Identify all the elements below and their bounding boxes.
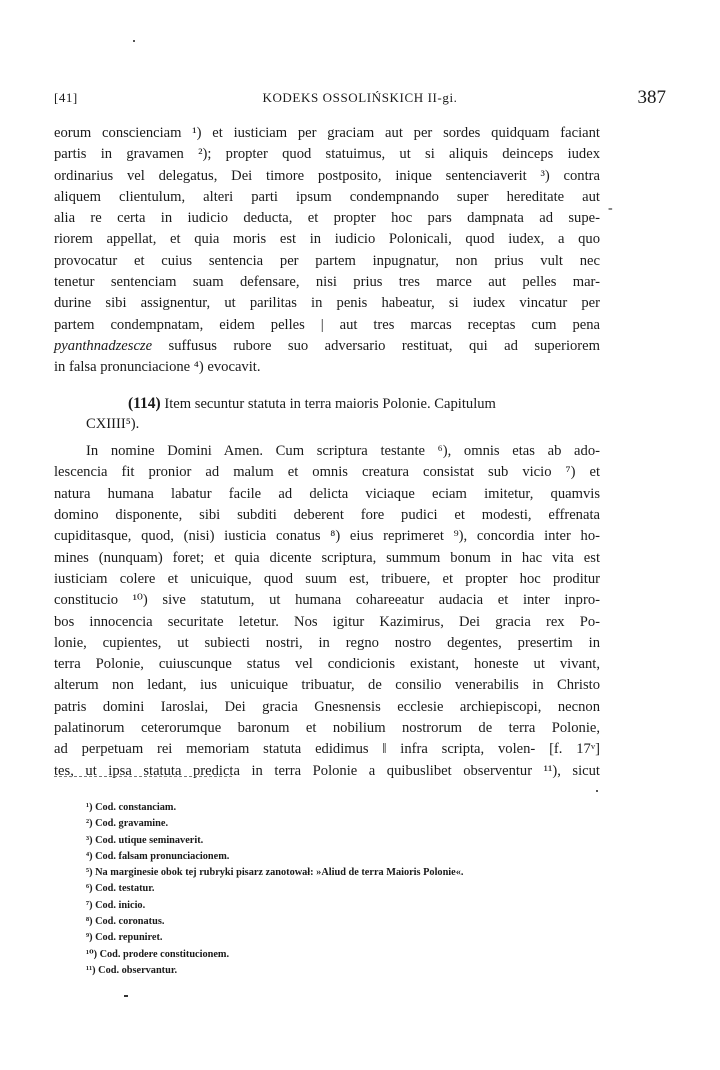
text-line: alterum non ledant, ius unicuique tribuatur, de consilio venerabilis in Christo <box>54 677 600 694</box>
text-line: aliquem clientulum, alteri parti ipsum condempnando super hereditate aut <box>54 188 600 205</box>
text-line: durine sibi assignentur, ut parilitas in penis habeatur, si iudex vincatur per <box>54 295 600 312</box>
text-line: terra Polonie, cuiuscunque status vel condicionis existant, honeste ut vivant, <box>54 656 600 673</box>
chapter-heading-continued: CXIIII⁵). <box>86 415 140 432</box>
footnote: ⁵) Na marginesie obok tej rubryki pisarz zanotował: »Aliud de terra Maioris Polonie«. <box>86 867 464 879</box>
text-line: bos innocencia securitate letetur. Nos igitur Kazimirus, Dei gracia rex Po- <box>54 613 600 630</box>
text-line: patris domini Iaroslai, Dei gracia Gnesnensis ecclesie archiepiscopi, necnon <box>54 698 600 715</box>
running-title: KODEKS OSSOLIŃSKICH II-gi. <box>262 90 458 105</box>
chapter-number: (114) <box>128 394 161 412</box>
speck <box>133 40 135 42</box>
main-text <box>54 123 600 782</box>
text-line: iusticiam colere et unicuique, quod suum est, tribuere, et propter hoc proditur <box>54 570 600 587</box>
speck <box>596 790 598 792</box>
text-line: riorem appellat, et quia moris est in iudicio Polonicali, quod iudex, a quo <box>54 231 600 248</box>
text-line: eorum conscienciam ¹) et iusticiam per graciam aut per sordes quidquam faciant <box>54 125 600 141</box>
text-line: partem condempnatam, eidem pelles | aut tres marcas receptas cum pena <box>54 316 600 333</box>
text-line: mines (nunquam) foret; et quia dicente scriptura, summum bonum in hac vita est <box>54 549 600 566</box>
text-line: tes, ut ipsa statuta predicta in terra Polonie a quibuslibet observentur ¹¹), sicut <box>54 762 600 779</box>
text-line: In nomine Domini Amen. Cum scriptura testante ⁶), omnis etas ab ado- <box>86 443 600 460</box>
footnote: ⁶) Cod. testatur. <box>86 883 155 895</box>
text-line: natura humana labatur facile ad delicta viciaque eciam imitetur, quamvis <box>54 485 600 502</box>
text-line: constitucio ¹⁰) sive statutum, ut humana cohareeatur audacia et inter inpro- <box>54 592 600 609</box>
section-number: [41] <box>54 90 78 105</box>
text-line <box>54 336 600 357</box>
footnote: ⁹) Cod. repuniret. <box>86 932 163 944</box>
chapter-heading <box>54 393 600 414</box>
footnote: ²) Cod. gravamine. <box>86 818 169 830</box>
footnote-separator <box>54 776 232 777</box>
text-line: ad perpetuam rei memoriam statuta edidimus ‖ infra scripta, volen- [f. 17ᵛ] <box>54 741 600 758</box>
text-line: lescencia fit pronior ad malum et omnis creatura consistat sub vicio ⁷) et <box>54 464 600 481</box>
speck <box>124 995 128 997</box>
text-fragment: suffusus rubore suo adversario restituat, qui ad superiorem <box>152 337 600 354</box>
text-line: provocatur et cuius sentencia per partem inpugnatur, non prius vult nec <box>54 252 600 269</box>
text-line: palatinorum ceterorumque baronum et nobilium nostrorum de terra Polonie, <box>54 720 600 737</box>
footnote: ¹) Cod. constanciam. <box>86 802 177 813</box>
text-line: in falsa pronunciacione ⁴) evocavit. <box>54 359 261 376</box>
footnotes <box>86 800 646 979</box>
text-line: partis in gravamen ²); propter quod statuimus, ut si aliquis deinceps iudex <box>54 146 600 163</box>
footnote: ⁷) Cod. inicio. <box>86 899 146 911</box>
text-line: domino disponente, sibi subditi deberent fore pudici et modesti, effrenata <box>54 507 600 524</box>
page-number: 387 <box>637 87 666 108</box>
margin-mark: - <box>608 201 613 216</box>
footnote: ⁴) Cod. falsam pronunciacionem. <box>86 850 230 862</box>
text-line: alia re certa in iudicio deducta, et propter hoc pars dampnata ad supe- <box>54 210 600 227</box>
footnote: ¹¹) Cod. observantur. <box>86 964 178 976</box>
text-line: lonie, cupientes, ut subiecti nostri, in regno nostro degentes, presertim in <box>54 634 600 651</box>
text-line: ordinarius vel delegatus, Dei timore postposito, inique sentenciaverit ³) contra <box>54 167 600 184</box>
polish-word: pyanthnadzescze <box>54 337 153 354</box>
footnote: ³) Cod. utique seminaverit. <box>86 834 204 846</box>
text-line: cupiditasque, quod, (nisi) iusticia conatus ⁸) eius reprimeret ⁹), concordia inter ho- <box>54 528 600 545</box>
text-line: tenetur sentenciam suam defensare, nisi prius tres marce aut pelles mar- <box>54 274 600 291</box>
footnote: ⁸) Cod. coronatus. <box>86 916 165 928</box>
page-header <box>54 87 666 114</box>
chapter-title: Item secuntur statuta in terra maioris Polonie. Capitulum <box>160 395 496 412</box>
footnote: ¹⁰) Cod. prodere constitucionem. <box>86 948 230 960</box>
